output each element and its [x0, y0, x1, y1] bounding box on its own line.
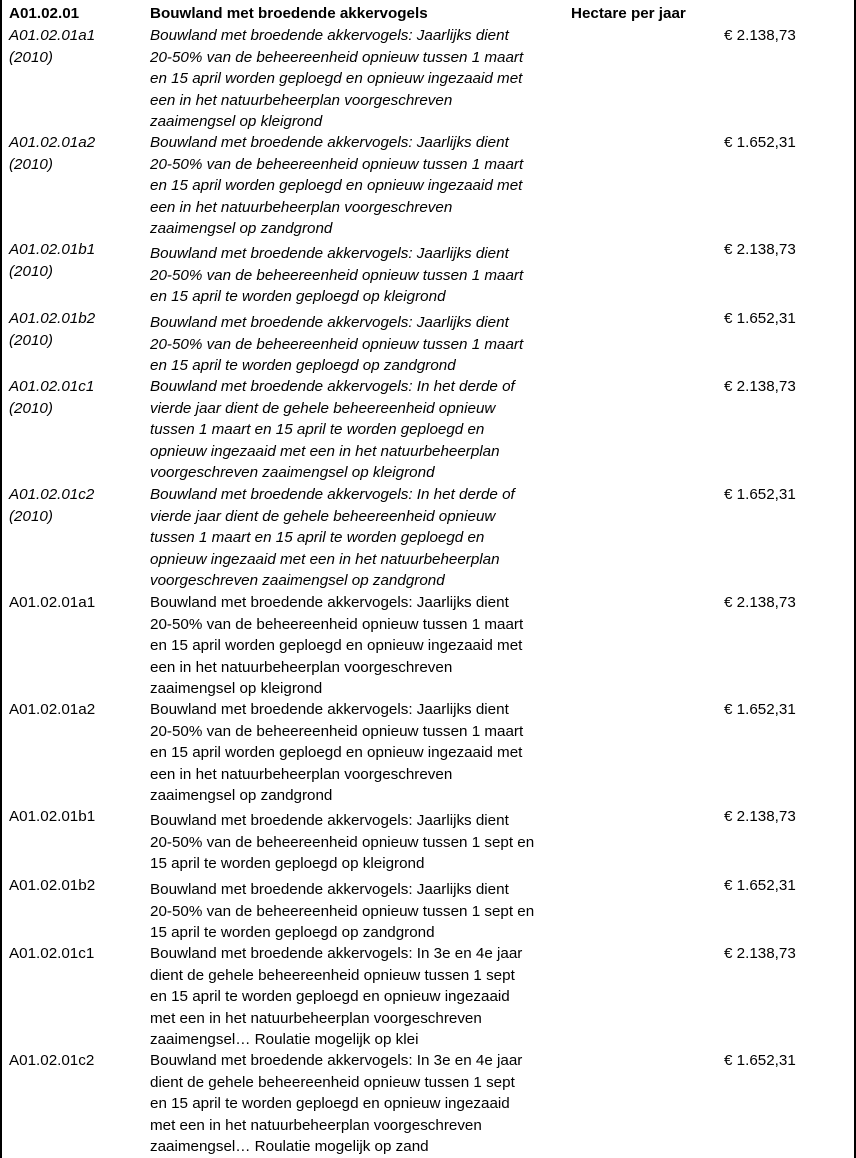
row-description-line: tussen 1 maart en 15 april te worden geploegd en: [150, 529, 485, 546]
row-description-line: en 15 april te worden geploegd en opnieuw ingezaaid: [150, 988, 510, 1005]
row-code-line: A01.02.01c2: [9, 486, 95, 503]
row-description-line: met een in het natuurbeheerplan voorgeschreven: [150, 1009, 482, 1027]
row-description-line: Bouwland met broedende akkervogels: Jaarlijks dient: [150, 594, 509, 611]
row-code: [9, 376, 94, 419]
row-description-line: en 15 april worden geploegd en opnieuw ingezaaid met: [150, 177, 523, 194]
row-price: € 1.652,31: [724, 310, 796, 327]
row-code-line: A01.02.01c1: [9, 945, 95, 962]
row-description-line: voorgeschreven zaaimengsel op kleigrond: [150, 464, 435, 481]
row-description-line: 20-50% van de beheereenheid opnieuw tussen 1 maart: [150, 722, 524, 740]
row-price: € 2.138,73: [724, 808, 796, 825]
row-price: € 2.138,73: [724, 945, 796, 962]
row-description-line: Bouwland met broedende akkervogels: In 3e en 4e jaar: [150, 1052, 523, 1069]
row-code: [9, 699, 95, 721]
row-description: [150, 875, 570, 944]
row-description-line: Bouwland met broedende akkervogels: In het derde of: [150, 486, 515, 503]
row-description-line: opnieuw ingezaaid met een in het natuurbeheerplan: [150, 442, 500, 460]
row-code: [9, 132, 95, 175]
row-description-line: en 15 april te worden geploegd op kleigrond: [150, 288, 446, 305]
row-code-year: (2010): [9, 399, 53, 417]
row-description: [150, 943, 570, 1051]
header-column-label: Hectare per jaar: [571, 5, 686, 22]
row-description-line: 20-50% van de beheereenheid opnieuw tussen 1 sept en: [150, 902, 535, 920]
row-description: [150, 239, 570, 308]
row-price: € 1.652,31: [724, 486, 796, 503]
row-code-year: (2010): [9, 331, 53, 349]
row-description-line: Bouwland met broedende akkervogels: In 3e en 4e jaar: [150, 945, 523, 962]
row-description: [150, 1050, 570, 1158]
row-description-line: Bouwland met broedende akkervogels: In het derde of: [150, 378, 515, 395]
row-description-line: 20-50% van de beheereenheid opnieuw tussen 1 maart: [150, 615, 524, 633]
row-code-line: A01.02.01c1: [9, 378, 95, 395]
row-description-line: 20-50% van de beheereenheid opnieuw tussen 1 maart: [150, 155, 524, 173]
row-code-line: A01.02.01c2: [9, 1052, 95, 1069]
header-title: Bouwland met broedende akkervogels: [150, 5, 428, 22]
row-code: [9, 875, 95, 897]
row-code: [9, 943, 94, 965]
row-description-line: Bouwland met broedende akkervogels: Jaarlijks dient: [150, 134, 509, 151]
header-code: A01.02.01: [9, 5, 80, 22]
row-description-line: dient de gehele beheereenheid opnieuw tussen 1 sept: [150, 1073, 515, 1091]
row-description-line: en 15 april te worden geploegd op zandgrond: [150, 357, 456, 374]
row-price: € 1.652,31: [724, 1052, 796, 1069]
row-price: € 2.138,73: [724, 27, 796, 44]
row-description-line: 20-50% van de beheereenheid opnieuw tussen 1 maart: [150, 335, 524, 353]
row-description-line: 20-50% van de beheereenheid opnieuw tussen 1 maart: [150, 48, 524, 66]
row-description-line: en 15 april worden geploegd en opnieuw ingezaaid met: [150, 744, 523, 761]
row-description-line: 15 april te worden geploegd op kleigrond: [150, 855, 425, 872]
row-code-line: A01.02.01b2: [9, 877, 96, 894]
row-description-line: zaaimengsel op zandgrond: [150, 787, 333, 804]
row-code-line: A01.02.01b1: [9, 241, 96, 258]
row-description-line: Bouwland met broedende akkervogels: Jaarlijks dient: [150, 245, 509, 262]
row-code-year: (2010): [9, 155, 53, 173]
row-code: [9, 308, 95, 351]
row-description: [150, 806, 570, 875]
row-description: [150, 699, 570, 807]
row-code: [9, 806, 95, 828]
row-price: € 2.138,73: [724, 594, 796, 611]
row-description-line: zaaimengsel op kleigrond: [150, 113, 323, 130]
row-price: € 1.652,31: [724, 134, 796, 151]
row-code-line: A01.02.01a2: [9, 701, 96, 718]
row-code: [9, 592, 95, 614]
row-description-line: met een in het natuurbeheerplan voorgeschreven: [150, 1116, 482, 1134]
row-description-line: zaaimengsel op zandgrond: [150, 220, 333, 237]
row-description-line: en 15 april te worden geploegd en opnieuw ingezaaid: [150, 1095, 510, 1112]
row-code-line: A01.02.01b2: [9, 310, 96, 327]
row-code-year: (2010): [9, 507, 53, 525]
row-description-line: een in het natuurbeheerplan voorgeschreven: [150, 765, 453, 783]
row-description-line: en 15 april worden geploegd en opnieuw ingezaaid met: [150, 637, 523, 654]
row-description: [150, 25, 570, 133]
row-code-line: A01.02.01a1: [9, 27, 96, 44]
row-price: € 2.138,73: [724, 241, 796, 258]
row-code-year: (2010): [9, 262, 53, 280]
row-description-line: dient de gehele beheereenheid opnieuw tussen 1 sept: [150, 966, 515, 984]
row-description-line: Bouwland met broedende akkervogels: Jaarlijks dient: [150, 314, 509, 331]
row-description-line: vierde jaar dient de gehele beheereenheid opnieuw: [150, 399, 496, 417]
row-description: [150, 308, 570, 377]
row-code-year: (2010): [9, 48, 53, 66]
row-description-line: een in het natuurbeheerplan voorgeschreven: [150, 198, 453, 216]
row-price: € 1.652,31: [724, 877, 796, 894]
row-description-line: Bouwland met broedende akkervogels: Jaarlijks dient: [150, 881, 509, 898]
row-code: [9, 1050, 94, 1072]
row-description-line: opnieuw ingezaaid met een in het natuurbeheerplan: [150, 550, 500, 568]
row-description-line: en 15 april worden geploegd en opnieuw ingezaaid met: [150, 70, 523, 87]
row-description: [150, 592, 570, 700]
row-code-line: A01.02.01a2: [9, 134, 96, 151]
row-description-line: Bouwland met broedende akkervogels: Jaarlijks dient: [150, 27, 509, 44]
row-description-line: Bouwland met broedende akkervogels: Jaarlijks dient: [150, 701, 509, 718]
row-description-line: 15 april te worden geploegd op zandgrond: [150, 924, 435, 941]
row-code-line: A01.02.01b1: [9, 808, 96, 825]
row-description-line: voorgeschreven zaaimengsel op zandgrond: [150, 572, 445, 589]
row-description-line: een in het natuurbeheerplan voorgeschreven: [150, 91, 453, 109]
row-code: [9, 25, 95, 68]
row-price: € 1.652,31: [724, 701, 796, 718]
row-description-line: zaaimengsel… Roulatie mogelijk op klei: [150, 1031, 419, 1048]
row-description-line: tussen 1 maart en 15 april te worden geploegd en: [150, 421, 485, 438]
row-description: [150, 132, 570, 240]
row-description-line: Bouwland met broedende akkervogels: Jaarlijks dient: [150, 812, 509, 829]
row-description-line: zaaimengsel op kleigrond: [150, 680, 323, 697]
row-code: [9, 484, 94, 527]
row-description-line: zaaimengsel… Roulatie mogelijk op zand: [150, 1138, 429, 1155]
row-description-line: een in het natuurbeheerplan voorgeschreven: [150, 658, 453, 676]
row-code-line: A01.02.01a1: [9, 594, 96, 611]
row-description: [150, 484, 570, 592]
row-code: [9, 239, 95, 282]
row-price: € 2.138,73: [724, 378, 796, 395]
row-description-line: 20-50% van de beheereenheid opnieuw tussen 1 sept en: [150, 833, 535, 851]
row-description: [150, 376, 570, 484]
row-description-line: vierde jaar dient de gehele beheereenheid opnieuw: [150, 507, 496, 525]
row-description-line: 20-50% van de beheereenheid opnieuw tussen 1 maart: [150, 266, 524, 284]
